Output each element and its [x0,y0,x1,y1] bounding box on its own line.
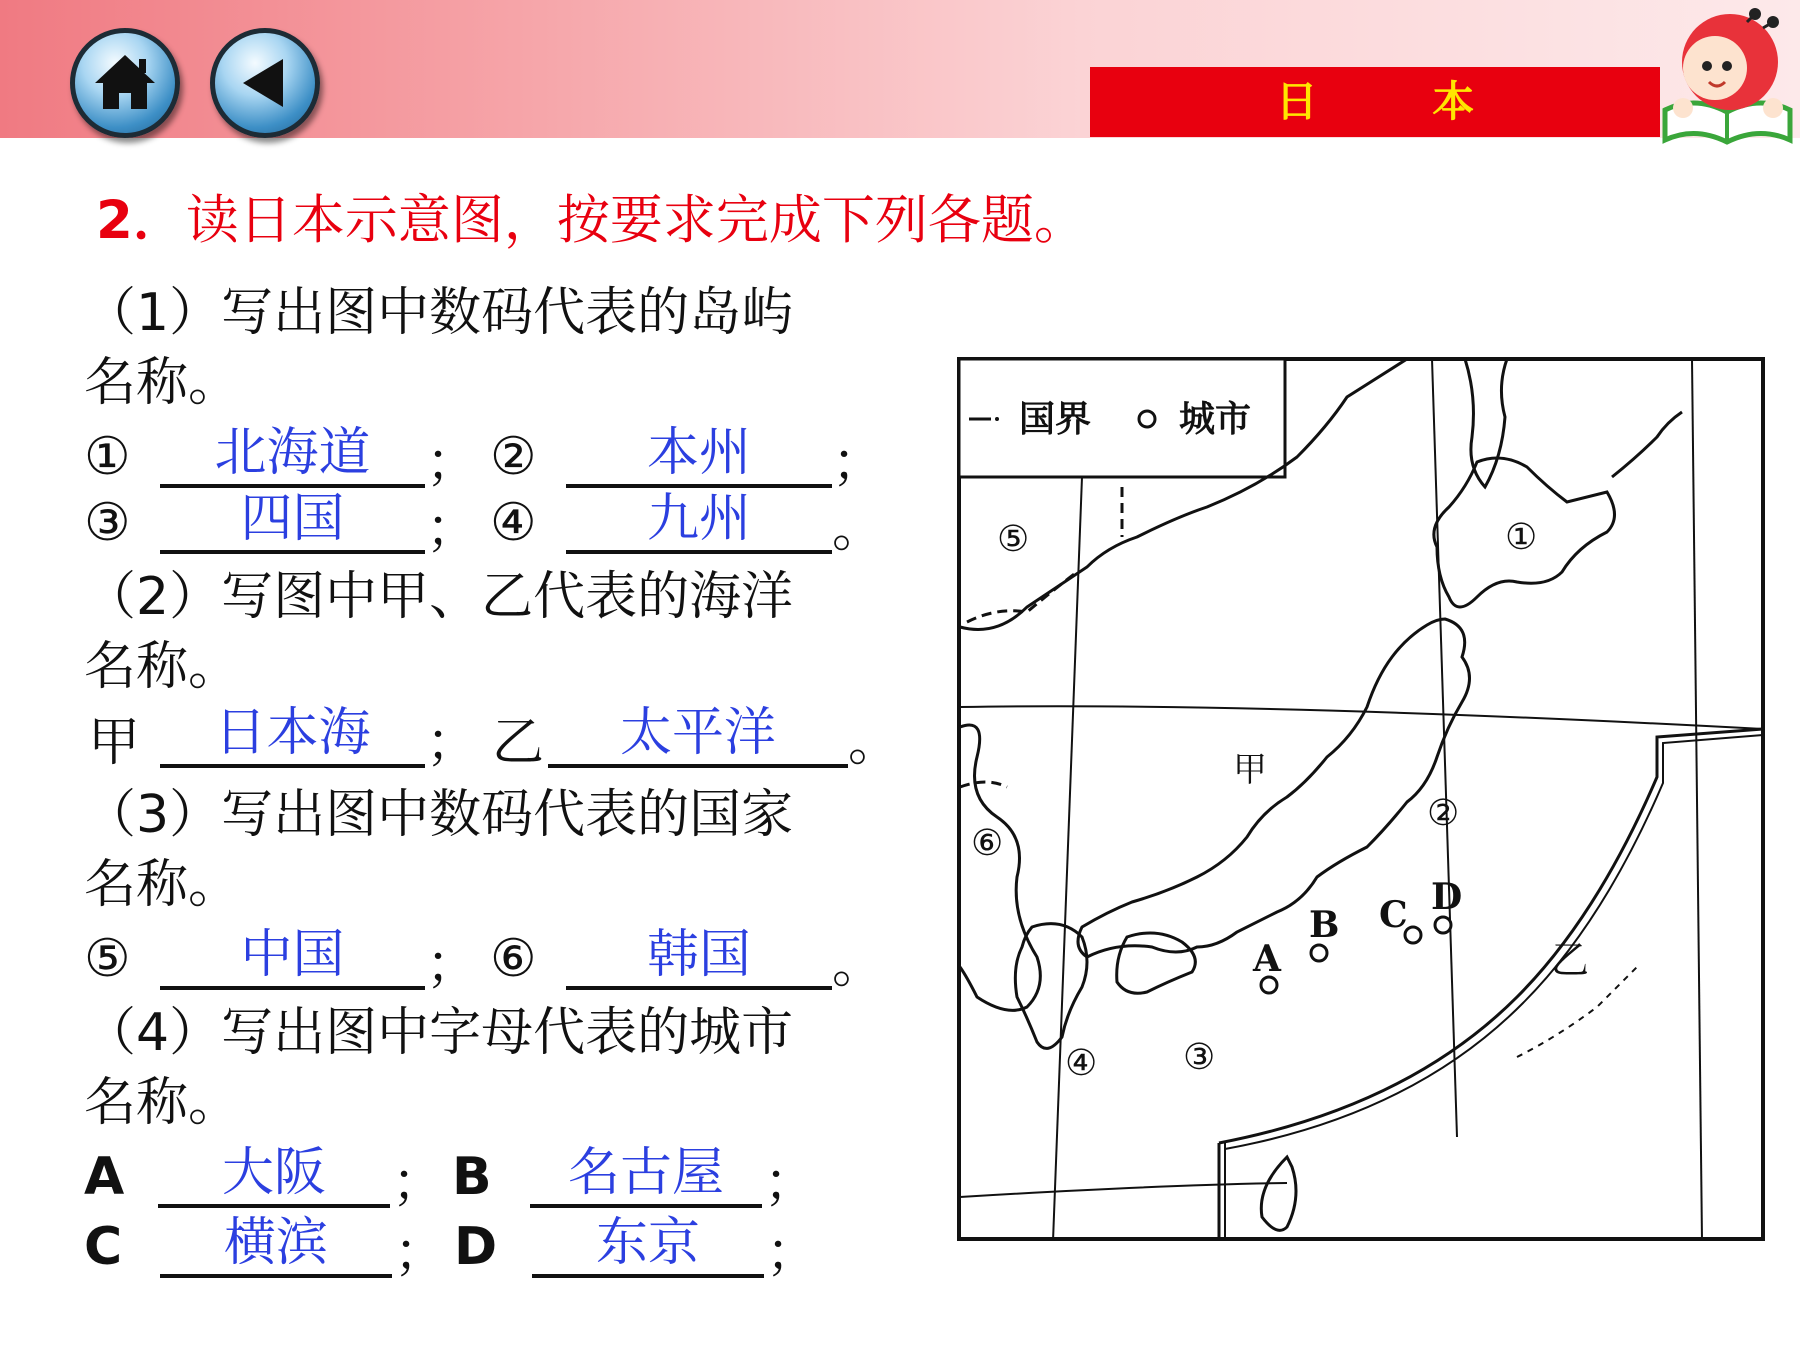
circle-number-5: ⑤ [84,929,131,989]
part3-prompt-line2: 名称。 [84,855,241,915]
label-yi: 乙 [492,713,545,773]
map-label-6: ⑥ [971,823,1004,864]
question-title [96,178,1087,254]
label-jia: 甲 [88,713,141,773]
map-city-label-C: C [1379,894,1408,936]
map-label-yi: 乙 [1551,938,1590,982]
back-arrow-icon [215,33,315,133]
answer-island-1: 北海道 [160,422,425,488]
answer-sea-jia: 日本海 [160,702,425,768]
city-marker-D [1435,917,1451,933]
semicolon: ； [426,433,479,493]
part3-prompt-line1: （3）写出图中数码代表的国家 [84,785,794,845]
map-label-4: ④ [1065,1043,1098,1084]
answer-country-5: 中国 [160,924,425,990]
answer-sea-yi: 太平洋 [548,702,848,768]
period: 。 [832,935,885,995]
part1-prompt-line1: （1）写出图中数码代表的岛屿 [84,283,794,343]
circle-number-3: ③ [84,493,131,553]
part2-prompt-line1: （2）写图中甲、乙代表的海洋 [84,567,794,627]
letter-B: B [452,1147,492,1207]
legend-border-label: 国界 [1019,398,1092,440]
part2-prompt-line2: 名称。 [84,637,241,697]
map-label-5: ⑤ [997,519,1030,560]
period: 。 [832,499,885,559]
circle-number-4: ④ [490,493,537,553]
semicolon: ； [426,713,479,773]
map-city-label-D: D [1431,876,1463,918]
semicolon: ； [426,499,479,559]
answer-city-C: 横滨 [160,1212,392,1278]
home-button[interactable] [70,28,180,138]
question-number: 2． [96,190,186,251]
map-label-jia: 甲 [1233,750,1267,790]
map-label-3: ③ [1183,1037,1216,1078]
part4-prompt-line2: 名称。 [84,1073,241,1133]
question-text: 读日本示意图，按要求完成下列各题。 [185,190,1087,251]
title-banner [1090,67,1660,137]
semicolon: ； [766,1223,819,1283]
answer-island-3: 四国 [160,488,425,554]
page-title: 日 本 [1275,77,1525,126]
home-icon [75,33,175,133]
japan-map [957,357,1765,1241]
part4-prompt-line1: （4）写出图中字母代表的城市 [84,1003,794,1063]
part1-prompt-line2: 名称。 [84,353,241,413]
answer-island-4: 九州 [566,488,832,554]
answer-city-B: 名古屋 [530,1142,762,1208]
semicolon: ； [764,1153,817,1213]
circle-number-6: ⑥ [490,929,537,989]
map-city-label-B: B [1309,904,1340,946]
semicolon: ； [832,433,885,493]
answer-island-2: 本州 [566,422,832,488]
back-button[interactable] [210,28,320,138]
answer-country-6: 韩国 [566,924,832,990]
semicolon: ； [394,1223,447,1283]
legend-city-label: 城市 [1179,398,1252,440]
map-label-2: ② [1427,793,1460,834]
city-marker-B [1311,945,1327,961]
letter-A: A [84,1147,125,1207]
circle-number-2: ② [490,427,537,487]
semicolon: ； [392,1153,445,1213]
map-city-label-A: A [1253,938,1281,980]
answer-city-A: 大阪 [158,1142,390,1208]
answer-city-D: 东京 [532,1212,764,1278]
mascot-reading-icon [1655,0,1800,150]
letter-D: D [454,1217,498,1277]
period: 。 [848,713,901,773]
japan-map-svg [957,357,1765,1241]
circle-number-1: ① [84,427,131,487]
semicolon: ； [426,935,479,995]
letter-C: C [84,1217,123,1277]
map-label-1: ① [1505,517,1538,558]
